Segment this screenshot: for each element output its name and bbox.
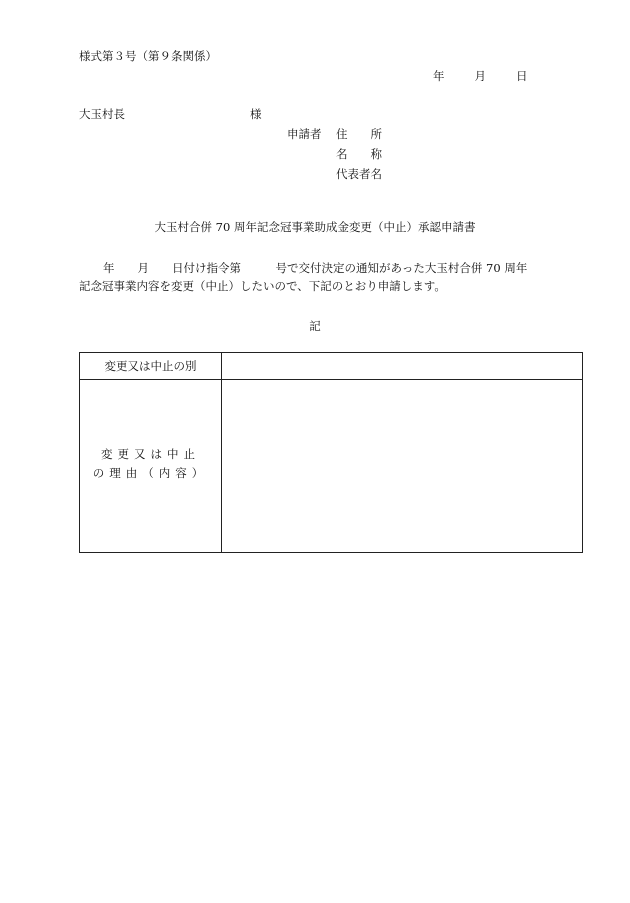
date-year: 年: [433, 69, 445, 83]
reason-label: [80, 445, 221, 483]
applicant-representative-label: 代表者名: [336, 167, 382, 181]
date-line: [433, 68, 528, 84]
document-title: 大玉村合併 70 周年記念冠事業助成金変更（中止）承認申請書: [154, 220, 476, 234]
table-column-divider: [221, 353, 222, 552]
applicant-address-label: 住 所: [336, 127, 382, 141]
applicant-name-label: 名 称: [336, 147, 382, 161]
addressee: [79, 106, 262, 122]
table-row-divider: [80, 379, 582, 380]
addressee-name: 大玉村長: [79, 107, 125, 121]
change-type-label: 変更又は中止の別: [104, 359, 197, 373]
record-heading: 記: [309, 319, 321, 333]
reason-label-line-1: 変更又は中止: [101, 447, 200, 461]
applicant-block: [287, 126, 382, 186]
applicant-heading: 申請者: [287, 127, 322, 141]
body-text: [79, 259, 579, 295]
body-line-2: 記念冠事業内容を変更（中止）したいので、下記のとおり申請します。: [79, 279, 446, 293]
addressee-honorific: 様: [250, 107, 262, 121]
form-number: 様式第３号（第９条関係）: [79, 49, 217, 63]
body-line-1: 年 月 日付け指令第 号で交付決定の通知があった大玉村合併 70 周年: [103, 261, 528, 275]
detail-table: [79, 352, 583, 553]
date-day: 日: [516, 69, 528, 83]
reason-label-line-2: の理由（内容）: [92, 466, 209, 480]
date-month: 月: [474, 69, 486, 83]
